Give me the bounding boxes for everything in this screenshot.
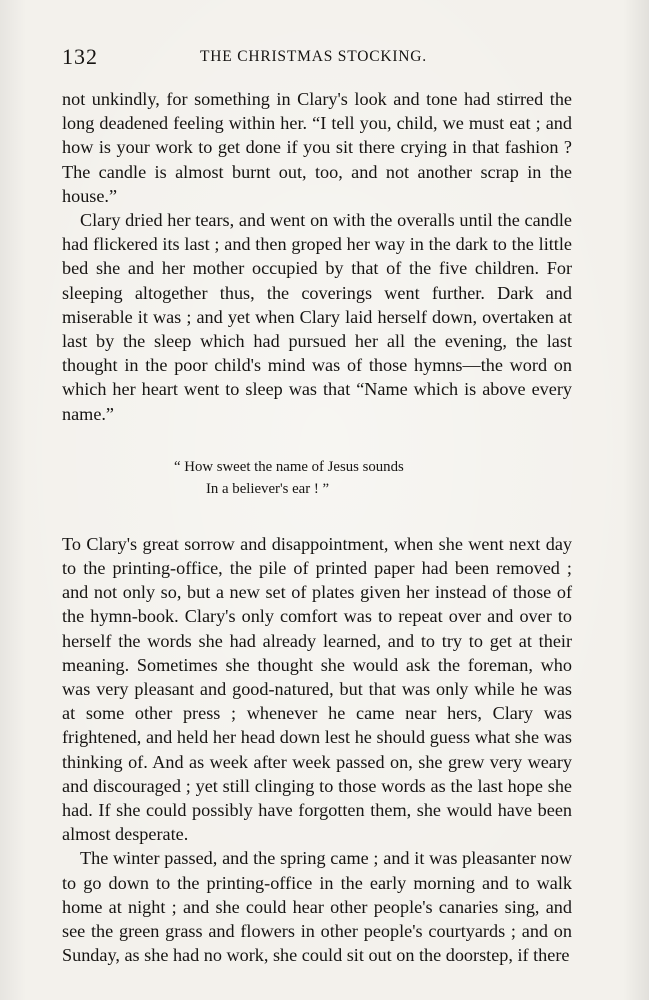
page-header bbox=[62, 44, 582, 74]
hymn-quotation bbox=[62, 456, 572, 500]
paragraph: To Clary's great sorrow and disappointment, when she went next day to the printing-office, the pile of printed paper had been removed ; and not only so, but a new set of plates given her instead of those of the hymn-book. Clary's only comfort was to repeat over and over to herself the words she had already learned, and to try to get at their meaning. Sometimes she thought she would ask the foreman, who was very pleasant and good-natured, but that was only while he was at some other press ; whenever he came near hers, Clary was frightened, and held her head down lest he should guess what she was thinking of. And as week after week passed on, she grew very weary and discouraged ; yet still clinging to those words as the last hope she had. If she could possibly have forgotten them, she would have been almost desperate. bbox=[62, 533, 572, 845]
running-title: THE CHRISTMAS STOCKING. bbox=[200, 48, 427, 65]
paragraph: The winter passed, and the spring came ; and it was pleasanter now to go down to the printing-office in the early morning and to walk home at night ; and she could hear other people's canaries sing, and see the green grass and flowers in other people's courtyards ; and on Sunday, as she had no work, she could sit out on the doorstep, if there bbox=[62, 848, 572, 966]
paragraph: not unkindly, for something in Clary's look and tone had stirred the long deadened feeling within her. “I tell you, child, we must eat ; and how is your work to get done if you sit there crying in that fashion ? The candle is almost burnt out, too, and not another scrap in the house.” bbox=[62, 89, 572, 206]
verse-line: In a believer's ear ! ” bbox=[206, 480, 330, 497]
page-number: 132 bbox=[62, 44, 98, 69]
paragraph: Clary dried her tears, and went on with the overalls until the candle had flickered its last ; and then groped her way in the dark to the little bed she and her mother occupied by that of the five children. For sleeping altogether thus, the coverings went further. Dark and miserable it was ; and yet when Clary laid herself down, overtaken at last by the sleep which had pursued her all the evening, the last thought in the poor child's mind was of those hymns—the word on which her heart went to sleep was that “Name which is above every name.” bbox=[62, 210, 572, 424]
verse-line: “ How sweet the name of Jesus sounds bbox=[174, 458, 404, 475]
body-text bbox=[62, 87, 572, 968]
